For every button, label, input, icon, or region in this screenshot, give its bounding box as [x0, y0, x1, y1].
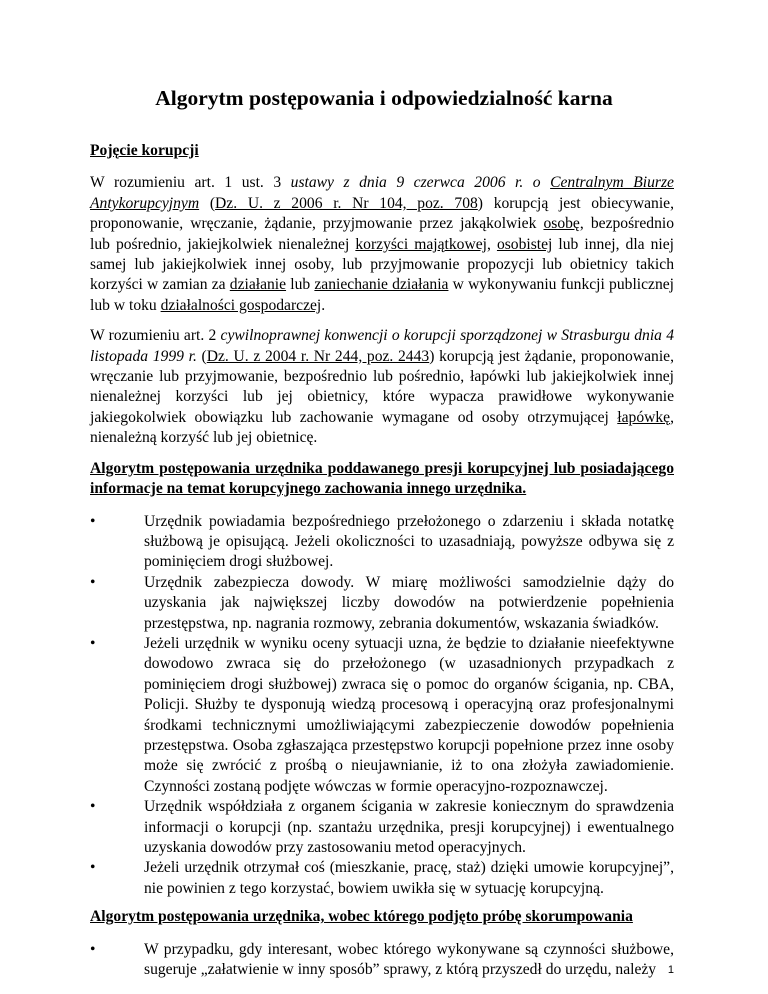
list-item: • Urzędnik powiadamia bezpośredniego przełożonego o zdarzeniu i składa notatkę służbową je opisującą. Jeżeli okoliczności to uzasadniają, powyższe odbywa się z pominięciem drogi służbowej. — [90, 512, 674, 571]
paragraph-definition-convention: W rozumieniu art. 2 cywilnoprawnej konwencji o korupcji sporządzonej w Strasburgu dnia 4 listopada 1999 r. (Dz. U. z 2004 r. Nr 244, poz. 2443) korupcją jest żądanie, proponowanie, wręczanie lub przyjmowanie, bezpośrednio lub pośrednio, łapówki lub jakiejkolwiek innej nienależnej korzyści lub jej obietnicy, które wypacza prawidłowe wykonywanie jakiegokolwiek obowiązku lub zachowanie wymagane od osoby otrzymującej łapówkę, nienależną korzyść lub jej obietnicę. — [90, 327, 674, 447]
algorithm-bribery-list — [90, 940, 674, 981]
link-korzysc-majatkowa[interactable]: korzyści majątkowej — [355, 235, 487, 253]
list-item: • Jeżeli urzędnik w wyniku oceny sytuacji uzna, że będzie to działanie nieefektywne dowodowo zwraca się do przełożonego (w uzasadnionych przypadkach z pominięciem drogi służbowej) zwraca się o pomoc do organów ścigania, np. CBA, Policji. Służby te dysponują wiedzą procesową i operacyjną oraz profesjonalnymi środkami technicznymi umożliwiającymi zabezpieczenie dowodów popełnienia przestępstwa. Osoba zgłaszająca przestępstwo korupcji popełnione przez inne osoby może się zwrócić z prośbą o nieujawnianie, iż to ona złożyła zawiadomienie. Czynności zostaną podjęte wówczas w formie operacyjno-rozpoznawczej. — [90, 634, 674, 795]
bullet-icon: • — [90, 634, 96, 652]
algorithm-pressure-list — [90, 512, 674, 900]
bullet-icon: • — [90, 859, 96, 877]
section-heading-corruption: Pojęcie korupcji — [90, 142, 199, 159]
link-dzialalnosc[interactable]: działalności gospodarczej — [160, 296, 322, 314]
list-item: • W przypadku, gdy interesant, wobec którego wykonywane są czynności służbowe, sugeruje „załatwienie w inny sposób” sprawy, z którą przyszedł do urzędu, należy — [90, 940, 674, 979]
paragraph-definition-cba: W rozumieniu art. 1 ust. 3 ustawy z dnia 9 czerwca 2006 r. o Centralnym Biurze Antykorupcyjnym (Dz. U. z 2006 r. Nr 104, poz. 708) korupcją jest obiecywanie, proponowanie, wręczanie, żądanie, przyjmowanie przez jakąkolwiek osobę, bezpośrednio lub pośrednio, jakiejkolwiek nienależnej korzyści majątkowej, osobistej lub innej, dla niej samej lub jakiejkolwiek innej osoby, lub przyjmowanie propozycji lub obietnicy takich korzyści w zamian za działanie lub zaniechanie działania w wykonywaniu funkcji publicznej lub w toku działalności gospodarczej. — [90, 174, 675, 314]
page-title: Algorytm postępowania i odpowiedzialność karna — [155, 86, 613, 110]
link-lapowka[interactable]: łapówkę — [617, 408, 671, 426]
link-cba[interactable]: Centralnym Biurze Antykorupcyjnym — [90, 174, 674, 212]
link-dziennik-2006[interactable]: Dz. U. z 2006 r. Nr 104, poz. 708 — [215, 194, 478, 212]
list-item: • Jeżeli urzędnik otrzymał coś (mieszkanie, pracę, staż) dzięki umowie korupcyjnej”, nie powinien z tego korzystać, bowiem uwikła się w sytuację korupcyjną. — [90, 859, 674, 897]
list-item: • Urzędnik zabezpiecza dowody. W miarę możliwości samodzielnie dąży do uzyskania jak największej liczby dowodów na potwierdzenie popełnienia przestępstwa, np. nagrania rozmowy, zebrania dokumentów, wskazania świadków. — [90, 573, 674, 632]
bullet-icon: • — [90, 940, 96, 958]
link-osobista[interactable]: osobistej — [496, 235, 553, 253]
link-dzialanie[interactable]: działanie — [229, 276, 287, 294]
link-dziennik-2004[interactable]: Dz. U. z 2004 r. Nr 244, poz. 2443 — [206, 347, 430, 365]
link-zaniechanie[interactable]: zaniechanie działania — [314, 276, 449, 294]
link-osoba[interactable]: osobę — [543, 215, 580, 233]
list-item: • Urzędnik współdziała z organem ścigania w zakresie koniecznym do sprawdzenia informacji o korupcji (np. szantażu urzędnika, presji korupcyjnej) i ewentualnego uzyskania dowodów przy zastosowaniu metod operacyjnych. — [90, 798, 674, 856]
bullet-icon: • — [90, 573, 96, 591]
section-heading-algorithm-pressure: Algorytm postępowania urzędnika poddawanego presji korupcyjnej lub posiadającego informacje na temat korupcyjnego zachowania innego urzędnika. — [90, 459, 674, 498]
bullet-icon: • — [90, 512, 96, 530]
section-heading-algorithm-bribery-attempt: Algorytm postępowania urzędnika, wobec którego podjęto próbę skorumpowania — [90, 908, 633, 926]
document-body — [90, 141, 674, 980]
page-number: 1 — [667, 964, 674, 976]
bullet-icon: • — [90, 798, 96, 816]
